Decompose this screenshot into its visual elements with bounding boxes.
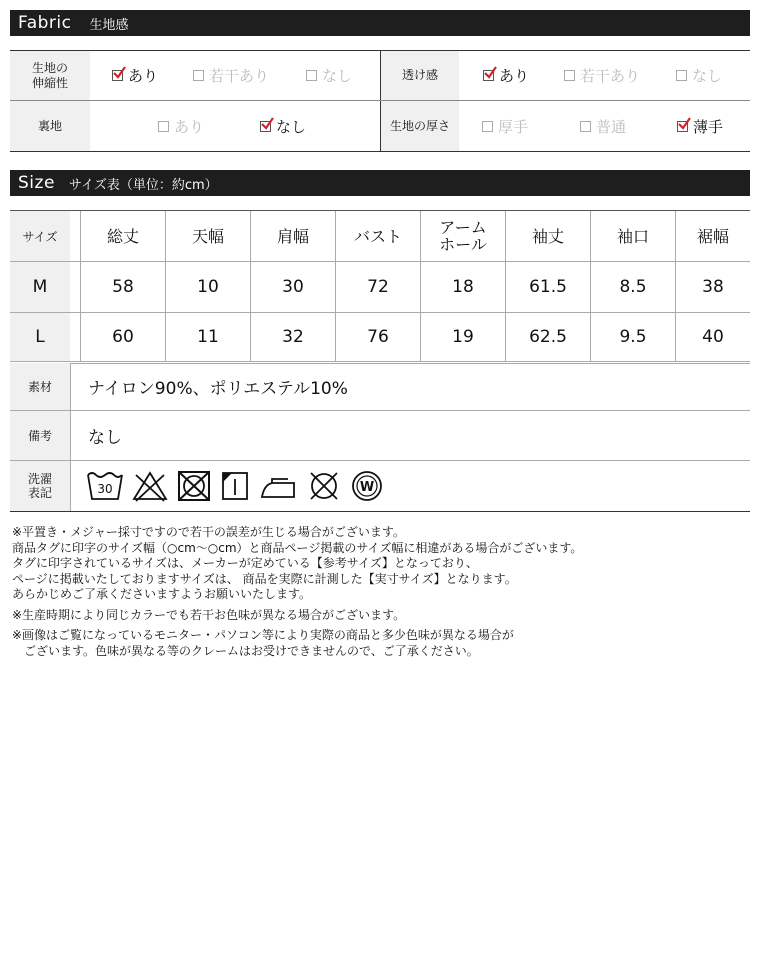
size-value: 38 (675, 262, 750, 312)
stretch-option-no[interactable]: なし (306, 51, 352, 100)
care-label: 洗濯 表記 (10, 461, 71, 511)
fabric-row-1 (10, 51, 750, 101)
remarks-row (10, 411, 750, 461)
size-value: 62.5 (505, 313, 590, 361)
size-header-neck-width: 天幅 (165, 211, 250, 261)
note-line: タグに印字されているサイズは、メーカーが定めている【参考サイズ】となっており、 (12, 556, 478, 570)
lining-option-no[interactable]: なし (260, 101, 306, 151)
checkbox-icon (676, 70, 687, 81)
no-dry-clean-icon (306, 469, 342, 503)
note-line: 商品タグに印字のサイズ幅（○cm〜○cm）と商品ページ掲載のサイズ幅に相違がある場合がございます。 (12, 540, 583, 555)
care-icons (86, 461, 384, 511)
size-header-length: 総丈 (80, 211, 165, 261)
no-bleach-icon (132, 469, 168, 503)
size-value: 40 (675, 313, 750, 361)
note-line: ページに掲載いたしておりますサイズは、 商品を実際に計測した【実寸サイズ】となります。 (12, 571, 517, 586)
checkbox-icon (193, 70, 204, 81)
thickness-label: 生地の厚さ (381, 101, 459, 151)
size-row-label: M (10, 262, 70, 312)
size-value: 8.5 (590, 262, 675, 312)
size-header-cuff: 袖口 (590, 211, 675, 261)
size-header-size: サイズ (10, 211, 70, 261)
checkbox-icon (564, 70, 575, 81)
size-row-m (10, 262, 750, 313)
size-table (10, 210, 750, 347)
size-value: 60 (80, 313, 165, 361)
size-header-shoulder: 肩幅 (250, 211, 335, 261)
wet-clean-icon (350, 469, 384, 503)
note-line: あらかじめご了承くださいますようお願いいたします。 (12, 587, 312, 601)
size-header-hem-width: 裾幅 (675, 211, 750, 261)
checkbox-icon (306, 70, 317, 81)
line-dry-shade-icon (220, 469, 250, 503)
size-header-armhole: アーム ホール (420, 211, 505, 261)
size-value: 10 (165, 262, 250, 312)
thickness-option-normal[interactable]: 普通 (580, 101, 626, 151)
size-value: 32 (250, 313, 335, 361)
note-line: ※生産時期により同じカラーでも若干お色味が異なる場合がございます。 (12, 607, 406, 622)
size-title-en: Size (18, 173, 55, 193)
fabric-section-header (10, 10, 750, 36)
size-row-l (10, 313, 750, 364)
size-section-header (10, 170, 750, 196)
no-tumble-dry-icon (176, 469, 212, 503)
sheer-option-no[interactable]: なし (676, 51, 722, 100)
size-header-sleeve-length: 袖丈 (505, 211, 590, 261)
care-row (10, 461, 750, 512)
remarks-label: 備考 (10, 411, 71, 460)
fabric-table (10, 50, 750, 152)
size-value: 30 (250, 262, 335, 312)
size-value: 11 (165, 313, 250, 361)
note-line: ※平置き・メジャー採寸ですので若干の誤差が生じる場合がございます。 (12, 525, 405, 539)
material-label: 素材 (10, 363, 71, 410)
remarks-value: なし (88, 428, 122, 448)
stretch-label: 生地の 伸縮性 (10, 51, 90, 100)
size-value: 19 (420, 313, 505, 361)
note-line: ございます。色味が異なる等のクレームはお受けできませんので、ご了承ください。 (12, 643, 479, 658)
checkbox-checked-icon (677, 121, 688, 132)
checkbox-checked-icon (260, 121, 271, 132)
lining-option-yes[interactable]: あり (158, 101, 204, 151)
checkbox-checked-icon (112, 70, 123, 81)
stretch-option-yes[interactable]: あり (112, 51, 158, 100)
iron-low-icon (258, 469, 298, 503)
checkbox-icon (158, 121, 169, 132)
checkbox-icon (482, 121, 493, 132)
size-row-label: L (10, 313, 70, 361)
svg-text:30: 30 (97, 482, 113, 496)
sheer-label: 透け感 (381, 51, 459, 100)
size-table-header-row (10, 211, 750, 262)
thickness-option-thin[interactable]: 薄手 (677, 101, 723, 151)
svg-text:W: W (359, 480, 375, 495)
wash-30-icon (86, 469, 124, 503)
size-value: 76 (335, 313, 420, 361)
sheer-option-yes[interactable]: あり (483, 51, 529, 100)
fabric-row-2 (10, 101, 750, 151)
size-value: 72 (335, 262, 420, 312)
fabric-title-en: Fabric (18, 13, 72, 33)
size-value: 61.5 (505, 262, 590, 312)
sheer-option-slight[interactable]: 若干あり (564, 51, 640, 100)
size-value: 18 (420, 262, 505, 312)
size-title-jp: サイズ表（単位：約cm） (68, 177, 218, 193)
material-row (10, 363, 750, 411)
notes (12, 525, 752, 659)
size-header-bust: バスト (335, 211, 420, 261)
checkbox-checked-icon (483, 70, 494, 81)
thickness-option-thick[interactable]: 厚手 (482, 101, 528, 151)
stretch-option-slight[interactable]: 若干あり (193, 51, 269, 100)
lining-label: 裏地 (10, 101, 90, 151)
size-value: 9.5 (590, 313, 675, 361)
material-value: ナイロン90%、ポリエステル10% (88, 379, 348, 399)
checkbox-icon (580, 121, 591, 132)
fabric-title-jp: 生地感 (89, 17, 129, 33)
note-line: ※画像はご覧になっているモニター・パソコン等により実際の商品と多少色味が異なる場合が (12, 628, 514, 642)
size-value: 58 (80, 262, 165, 312)
